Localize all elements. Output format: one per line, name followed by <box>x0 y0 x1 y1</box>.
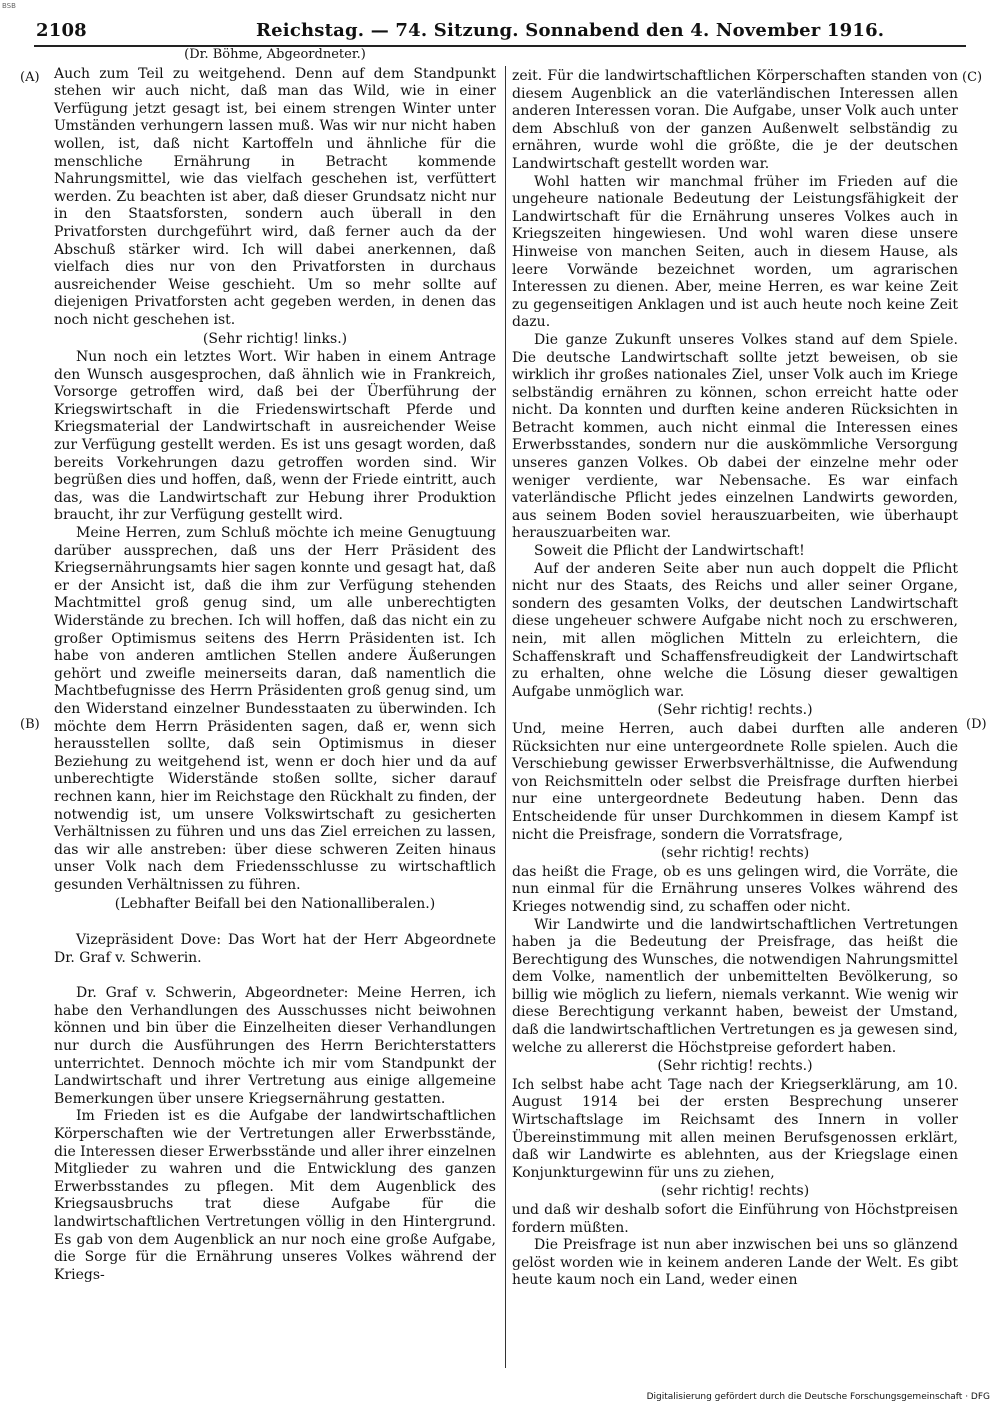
running-title: Reichstag. — 74. Sitzung. Sonnabend den 4. November 1916. <box>256 20 885 41</box>
left-column <box>54 46 496 1284</box>
paragraph: das heißt die Frage, ob es uns gelingen wird, die Vorräte, die nun einmal für die Ernährung unseres Volkes während des Krieges notwendig sind, zu schaffen oder nicht. <box>512 863 958 915</box>
interjection: (Lebhafter Beifall bei den Nationalliberalen.) <box>114 895 436 912</box>
paragraph: Die ganze Zukunft unseres Volkes stand auf dem Spiele. Die deutsche Landwirtschaft sollte jetzt beweisen, ob sie wirklich ihr großes nationales Ziel, unser Volk auch im Kriege selbständig ernähren zu können, schon erreicht hatte oder nicht. Da konnten und durften keine anderen Rücksichten in Betracht kommen, auch nicht einmal die Interessen eines Erwerbsstandes, sondern nur die auskömmliche Versorgung unseres ganzen Volkes. Ob dabei der einzelne mehr oder weniger verdiente, war Nebensache. Es war einfach vaterländische Pflicht jedes einzelnen Landwirts geworden, aus seinem Boden soviel herauszuarbeiten, wie überhaupt herauszuarbeiten war. <box>512 331 958 542</box>
interjection: (Sehr richtig! links.) <box>202 330 348 347</box>
right-column <box>512 68 958 1290</box>
interjection: (sehr richtig! rechts) <box>660 1183 810 1200</box>
digitization-credit: Digitalisierung gefördert durch die Deutsche Forschungsgemeinschaft · DFG <box>646 1392 990 1402</box>
paragraph: zeit. Für die landwirtschaftlichen Körperschaften standen von diesem Augenblick an die vaterländischen Interessen allen anderen Interessen voran. Die Aufgabe, unser Volk auch unter dem Abschluß von der ganzen Außenwelt selbständig zu ernähren, wurde wohl die größte, die je der deutschen Landwirtschaft gestellt worden war. <box>512 68 958 172</box>
library-stamp: BSB <box>2 2 16 10</box>
paragraph: Vizepräsident Dove: Das Wort hat der Herr Abgeordnete Dr. Graf v. Schwerin. <box>54 932 496 966</box>
margin-mark-c: (C) <box>962 70 983 85</box>
paragraph: und daß wir deshalb sofort die Einführung von Höchstpreisen fordern müßten. <box>512 1202 958 1236</box>
paragraph: Die Preisfrage ist nun aber inzwischen bei uns so glänzend gelöst worden wie in keinem anderen Lande der Welt. Es gibt heute kaum noch ein Land, weder einen <box>512 1237 958 1289</box>
paragraph: Dr. Graf v. Schwerin, Abgeordneter: Meine Herren, ich habe den Verhandlungen des Ausschusses nicht beiwohnen können und bin über die Einzelheiten dieser Verhandlungen nur durch die Ausführungen des Herrn Berichterstatters unterrichtet. Dennoch möchte ich mir vom Standpunkt der Landwirtschaft und ihrer Vertretung aus einige allgemeine Bemerkungen über unsere Kriegsernährung gestatten. <box>54 985 496 1107</box>
paragraph: Und, meine Herren, auch dabei durften alle anderen Rücksichten nur eine untergeordnete Rolle spielen. Auch die Verschiebung gewisser Erwerbsverhältnisse, die Aufwendung von Reichsmitteln oder selbst die Preisfrage durften hierbei nur eine untergeordnete Bedeutung haben. Denn das Entscheidende für unser Durchkommen in diesem Kampf ist nicht die Preisfrage, sondern die Vorratsfrage, <box>512 720 958 843</box>
paragraph: Wir Landwirte und die landwirtschaftlichen Vertretungen haben ja die Bedeutung der Preisfrage, das heißt die Berechtigung des Wunsches, die notwendigen Nahrungsmittel dem Volke, namentlich der unbemittelten Bevölkerung, so billig wie möglich zu liefern, niemals verkannt. Wie wenig wir diese Berechtigung verkannt haben, beweist der Umstand, daß die landwirtschaftlichen Vertretungen es ja gewesen sind, welche zu allererst die Höchstpreise gefordert haben. <box>512 916 958 1056</box>
interjection: (sehr richtig! rechts) <box>660 845 810 862</box>
page-number: 2108 <box>36 20 87 41</box>
speaker-line: (Dr. Böhme, Abgeordneter.) <box>184 47 366 62</box>
page-header <box>36 18 966 44</box>
interjection: (Sehr richtig! rechts.) <box>657 702 813 719</box>
paragraph: Auch zum Teil zu weitgehend. Denn auf dem Standpunkt stehen wir auch nicht, daß man das Wild, wie in einer Verfügung jetzt gesagt ist, bei einem strengen Winter unter Umständen verhungern lassen muß. Was wir nur nicht haben wollen, ist, daß nicht Kartoffeln und ähnliche für die menschliche Ernährung in Betracht kommende Nahrungsmittel, wie das vielfach geschehen ist, verfüttert werden. Zu beachten ist aber, daß dieser Grundsatz nicht nur in den Staatsforsten, sondern auch überall in den Privatforsten durchgeführt wird, daß ferner auch da der Abschuß stärker wird. Ich will dabei anerkennen, daß vielfach dies nur von den Privatforsten in durchaus ausreichender Weise geschieht. Um so mehr sollte auf diejenigen Privatforsten acht gegeben werden, in denen das noch nicht geschehen ist. <box>54 65 496 328</box>
paragraph: Auf der anderen Seite aber nun auch doppelt die Pflicht nicht nur des Staats, des Reichs und aller seiner Organe, sondern des gesamten Volks, der deutschen Landwirtschaft diese ungeheuer schwere Aufgabe nicht noch zu erschweren, nein, mit allen möglichen Mitteln zu erleichtern, die Schaffenskraft und Schaffensfreudigkeit der Landwirtschaft zu erhalten, ohne welche die Lösung dieser gewaltigen Aufgabe unmöglich war. <box>512 560 958 700</box>
margin-mark-a: (A) <box>20 70 40 85</box>
column-divider <box>505 66 506 1368</box>
paragraph: Im Frieden ist es die Aufgabe der landwirtschaftlichen Körperschaften wie der Vertretungen aller Erwerbsstände, die Interessen dieser Erwerbsstände und aller ihrer einzelnen Mitglieder zu wahren und die Entwicklung des ganzen Erwerbsstandes zu pflegen. Mit dem Augenblick des Kriegsausbruchs trat diese Aufgabe für die landwirtschaftlichen Vertretungen völlig in den Hintergrund. Es gab von dem Augenblick an nur noch eine große Aufgabe, die Sorge für die Ernährung unseres Volkes während der Kriegs- <box>54 1108 496 1283</box>
paragraph: Soweit die Pflicht der Landwirtschaft! <box>534 543 805 560</box>
paragraph: Ich selbst habe acht Tage nach der Kriegserklärung, am 10. August 1914 bei der ersten Besprechung unserer Wirtschaftslage im Reichsamt des Innern in voller Übereinstimmung mit allen meinen Berufsgenossen erklärt, daß wir Landwirte es ablehnten, aus der Kriegslage einen Konjunkturgewinn für uns zu ziehen, <box>512 1076 958 1181</box>
paragraph: Wohl hatten wir manchmal früher im Frieden auf die ungeheure nationale Bedeutung der Leistungsfähigkeit der Landwirtschaft für die Ernährung unseres Volkes auch in Kriegszeiten hingewiesen. Und wohl waren diese unsere Hinweise von manchen Seiten, auch in diesem Hause, als leere Vorwände bezeichnet worden, um agrarischen Interessen zu dienen. Aber, meine Herren, es war keine Zeit zu gegenseitigen Anklagen und ist auch heute noch keine Zeit dazu. <box>512 173 958 331</box>
paragraph: Nun noch ein letztes Wort. Wir haben in einem Antrage den Wunsch ausgesprochen, daß ähnlich wie in Frankreich, Vorsorge getroffen wird, daß bei der Überführung der Kriegswirtschaft in die Friedenswirtschaft Pferde und Kriegsmaterial der Landwirtschaft in ausreichender Weise zur Verfügung gestellt werden. Es ist uns gesagt worden, daß bereits Vorkehrungen dazu getroffen worden sind. Wir begrüßen dies und hoffen, daß, wenn der Friede eintritt, auch das, was die Landwirtschaft zur Hebung ihrer Produktion braucht, ihr zur Verfügung gestellt wird. <box>54 349 496 524</box>
margin-mark-d: (D) <box>966 717 987 732</box>
margin-mark-b: (B) <box>20 717 40 732</box>
interjection: (Sehr richtig! rechts.) <box>657 1058 813 1075</box>
paragraph: Meine Herren, zum Schluß möchte ich meine Genugtuung darüber aussprechen, daß uns der Herr Präsident des Kriegsernährungsamts hier sagen konnte und gesagt hat, daß er der Ansicht ist, daß die ihm zur Verfügung stehenden Machtmittel groß genug sind, um alle unberechtigten Widerstände zu brechen. Ich will hoffen, daß das nicht ein zu großer Optimismus seitens des Herrn Präsidenten ist. Ich habe von anderen amtlichen Stellen andere Äußerungen gehört und zweifle meinerseits daran, daß namentlich die Machtbefugnisse des Herrn Präsidenten groß genug sind, um den Widerstand einzelner Bundesstaaten zu überwinden. Ich möchte dem Herrn Präsidenten sagen, daß er, wenn sich herausstellen sollte, daß sein Optimismus in dieser Beziehung zu weitgehend ist, wenn er doch hier und da auf unberechtigte Widerstände stoßen sollte, sicher darauf rechnen kann, hier im Reichstage den Rückhalt zu finden, der notwendig ist, um unsere Volkswirtschaft zu gesicherten Verhältnissen zu führen und uns das Ziel erreichen zu lassen, das wir alle anstreben: über diese schweren Zeiten hinaus unser Volk nach dem Friedensschlusse zu wirtschaftlich gesunden Verhältnissen zu führen. <box>54 525 496 893</box>
